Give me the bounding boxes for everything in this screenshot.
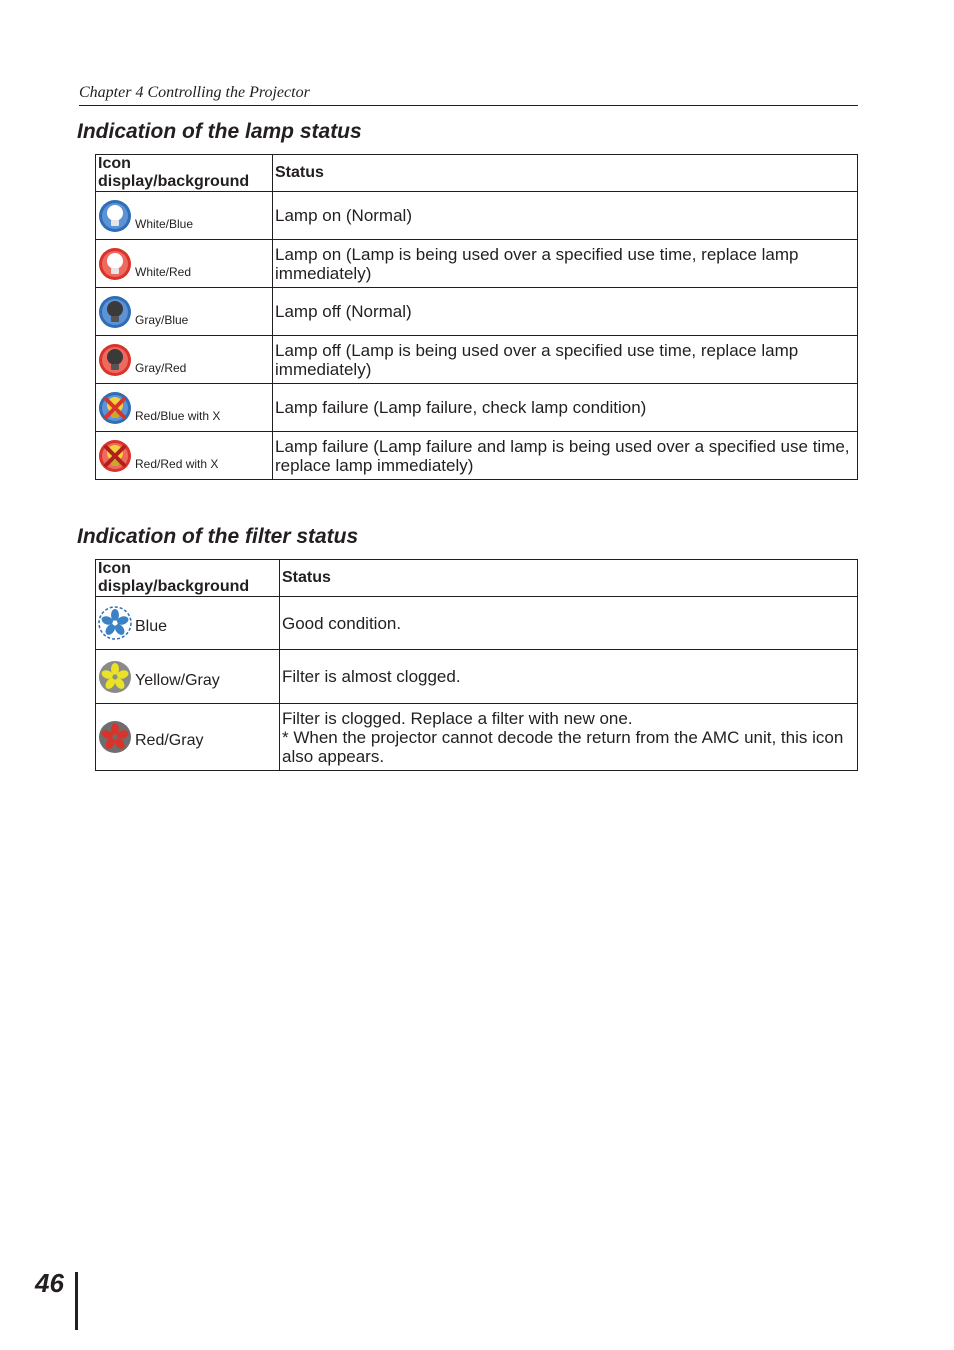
lamp-gray-blue-icon [98,295,132,329]
icon-label: Gray/Red [135,360,187,375]
lamp-gray-red-icon [98,343,132,377]
table-header-row [96,560,858,597]
table-row [96,192,858,240]
col-status-header: Status [273,155,858,192]
chapter-header: Chapter 4 Controlling the Projector [79,84,858,106]
lamp-failure-red-icon [98,439,132,473]
status-text: Lamp failure (Lamp failure, check lamp condition) [273,384,858,432]
table-row [96,597,858,650]
table-header-row [96,155,858,192]
page-number: 46 [35,1268,64,1298]
filter-blue-icon [98,606,132,640]
status-text: Lamp on (Lamp is being used over a specified use time, replace lamp immediately) [273,240,858,288]
icon-label: Yellow/Gray [135,671,220,689]
table-row [96,432,858,480]
icon-label: White/Blue [135,216,194,231]
status-text: Filter is clogged. Replace a filter with new one. [282,708,633,728]
col-icon-header: Icon display/background [96,155,273,192]
status-text: Good condition. [280,597,858,650]
lamp-section-title: Indication of the lamp status [77,120,362,143]
icon-label: Red/Red with X [135,456,219,471]
status-note: * When the projector cannot decode the return from the AMC unit, this icon also appears. [282,727,844,766]
icon-label: White/Red [135,264,192,279]
status-text: Lamp off (Lamp is being used over a specified use time, replace lamp immediately) [273,336,858,384]
col-status-header: Status [280,560,858,597]
filter-section-title: Indication of the filter status [77,525,359,548]
filter-yellow-gray-icon [98,660,132,694]
filter-red-gray-icon [98,720,132,754]
col-icon-header: Icon display/background [96,560,280,597]
table-row [96,704,858,771]
icon-label: Red/Gray [135,732,204,749]
table-row [96,336,858,384]
icon-label: Red/Blue with X [135,408,221,423]
lamp-white-blue-icon [98,199,132,233]
icon-label: Blue [135,618,168,635]
lamp-failure-blue-icon [98,391,132,425]
status-text: Lamp on (Normal) [273,192,858,240]
status-text: Lamp off (Normal) [273,288,858,336]
page-number-bar [75,1272,78,1330]
table-row [96,650,858,704]
table-row [96,288,858,336]
filter-status-table [95,559,858,771]
status-text: Lamp failure (Lamp failure and lamp is being used over a specified use time, replace lamp immediately) [273,432,858,480]
table-row [96,384,858,432]
icon-label: Gray/Blue [135,312,189,327]
lamp-status-table [95,154,858,480]
status-text: Filter is almost clogged. [280,650,858,704]
table-row [96,240,858,288]
lamp-white-red-icon [98,247,132,281]
